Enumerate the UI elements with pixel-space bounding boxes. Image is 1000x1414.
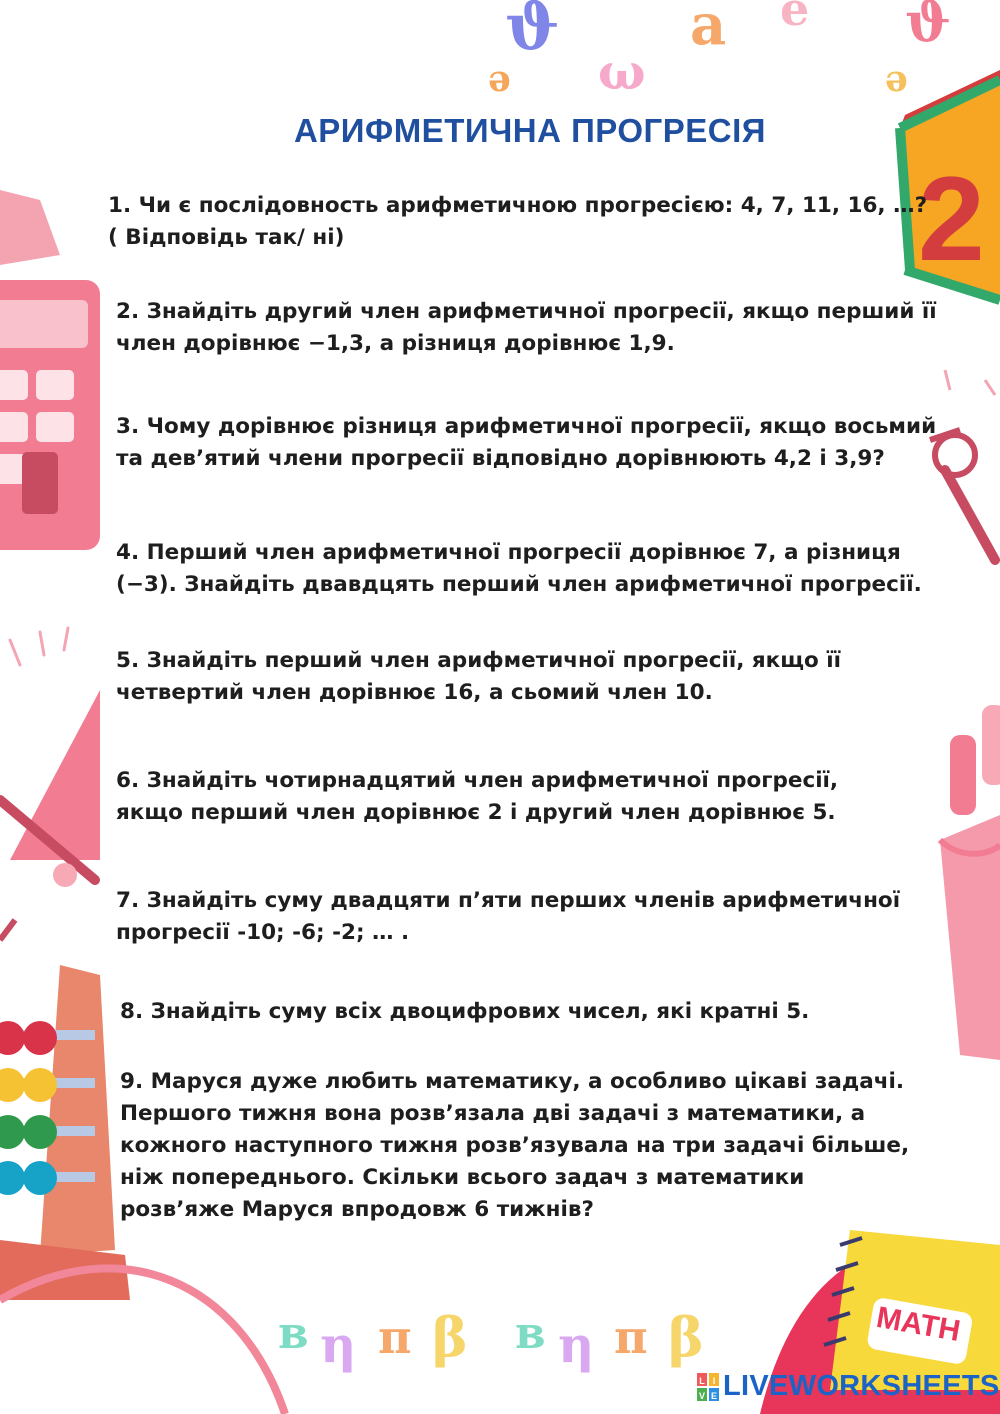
top-letter: e [780, 0, 810, 36]
question-line: 1. Чи є послідовность арифметичною прогресією: 4, 7, 11, 16, …? [108, 193, 928, 218]
icon-letter: E [710, 1390, 718, 1401]
compass-illustration [930, 370, 995, 560]
question-line: прогресії -10; -6; -2; … . [116, 920, 410, 945]
question-line: та дев’ятий члени прогресії відповідно дорівнюють 4,2 і 3,9? [116, 446, 885, 471]
question-line: ніж попереднього. Скільки всього задач з математики [120, 1165, 805, 1190]
question-1 [108, 190, 927, 254]
icon-letter: V [698, 1390, 706, 1401]
triangle-ruler-illustration [0, 690, 100, 940]
icon-letter: L [699, 1375, 705, 1386]
question-line: кожного наступного тижня розв’язувала на три задачі більше, [120, 1133, 910, 1158]
question-line: розв’яже Маруся впродовж 6 тижнів? [120, 1197, 594, 1222]
bottom-letter: β [668, 1305, 704, 1369]
question-7 [116, 885, 900, 949]
top-letter: a [690, 0, 727, 58]
block-number: 2 [918, 152, 985, 286]
top-letter: ə [885, 58, 908, 100]
question-9 [120, 1066, 909, 1226]
bottom-letter: в [515, 1308, 546, 1359]
top-letter: ω [598, 42, 646, 101]
question-line: 7. Знайдіть суму двадцяти п’яти перших членів арифметичної [116, 888, 901, 913]
page-title: АРИФМЕТИЧНА ПРОГРЕСІЯ [293, 112, 767, 149]
top-letter: ϑ [905, 0, 951, 54]
calculator-illustration [0, 190, 100, 550]
bottom-letter: π [378, 1310, 412, 1364]
question-line: 3. Чому дорівнює різниця арифметичної прогресії, якщо восьмий [116, 414, 937, 439]
question-line: член дорівнює −1,3, а різниця дорівнює 1,9. [116, 331, 675, 356]
notebook-label: MATH [873, 1300, 963, 1349]
liveworksheets-logo[interactable] [697, 1370, 1000, 1403]
question-5 [116, 645, 841, 709]
question-line: 6. Знайдіть чотирнадцятий член арифметичної прогресії, [116, 768, 839, 793]
question-line: 4. Перший член арифметичної прогресії дорівнює 7, а різниця [116, 540, 901, 565]
question-8 [120, 996, 809, 1028]
bottom-letter: β [432, 1305, 468, 1369]
question-3 [116, 411, 936, 475]
bottom-letter: η [558, 1315, 595, 1374]
bottom-letter: η [320, 1315, 357, 1374]
question-2 [116, 296, 937, 360]
question-4 [116, 537, 922, 601]
question-line: якщо перший член дорівнює 2 і другий член дорівнює 5. [116, 800, 836, 825]
bottom-letter: π [614, 1310, 648, 1364]
question-line: 2. Знайдіть другий член арифметичної прогресії, якщо перший її [116, 299, 937, 324]
question-line: 5. Знайдіть перший член арифметичної прогресії, якщо її [116, 648, 842, 673]
top-letter: ə [488, 58, 511, 100]
liveworksheets-icon [697, 1373, 719, 1401]
question-line: 9. Маруся дуже любить математику, а особливо цікаві задачі. [120, 1069, 905, 1094]
question-line: ( Відповідь так/ ні) [108, 225, 345, 250]
liveworksheets-wordmark: LIVEWORKSHEETS [723, 1370, 1000, 1402]
question-line: 8. Знайдіть суму всіх двоцифрових чисел, які кратні 5. [120, 999, 810, 1024]
bottom-letter: в [278, 1308, 309, 1359]
top-letter: ϑ [505, 0, 560, 65]
question-line: Першого тижня вона розв’язала дві задачі з математики, а [120, 1101, 866, 1126]
question-6 [116, 765, 838, 829]
icon-letter: I [712, 1375, 716, 1386]
pencil-cup-illustration [940, 705, 1000, 1060]
question-line: (−3). Знайдіть двавдцять перший член арифметичної прогресії. [116, 572, 922, 597]
question-line: четвертий член дорівнює 16, а сьомий член 10. [116, 680, 713, 705]
